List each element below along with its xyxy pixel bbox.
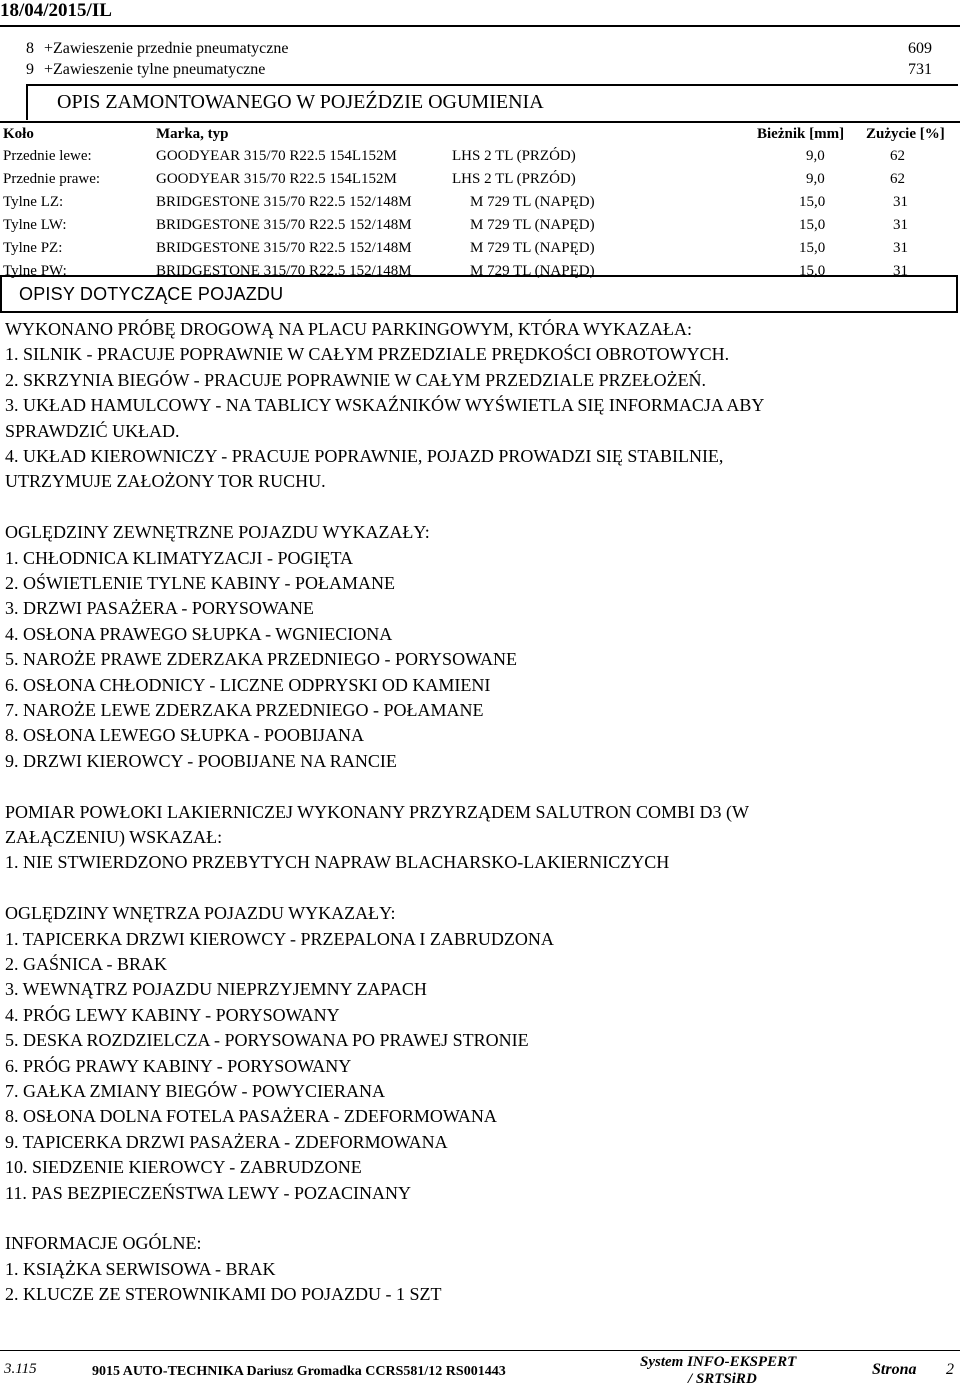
tire-tread: 15,0 <box>799 217 826 233</box>
tire-tread: 9,0 <box>806 148 825 164</box>
description-line: 1. NIE STWIERDZONO PRZEBYTYCH NAPRAW BLACHARSKO-LAKIERNICZYCH <box>5 852 670 873</box>
tire-wear: 62 <box>890 171 905 187</box>
description-line: OGLĘDZINY WNĘTRZA POJAZDU WYKAZAŁY: <box>5 903 396 924</box>
description-line: 10. SIEDZENIE KIEROWCY - ZABRUDZONE <box>5 1157 362 1178</box>
tire-row <box>0 171 960 194</box>
tire-wear: 31 <box>893 263 908 279</box>
tire-model: M 729 TL (NAPĘD) <box>470 263 595 279</box>
description-line: 5. DESKA ROZDZIELCZA - PORYSOWANA PO PRAWEJ STRONIE <box>5 1030 529 1051</box>
tire-model: M 729 TL (NAPĘD) <box>470 194 595 210</box>
vehicle-description-box <box>0 275 958 313</box>
tire-tread: 15,0 <box>799 194 826 210</box>
vehicle-description-title: OPISY DOTYCZĄCE POJAZDU <box>19 284 284 304</box>
description-line: 4. PRÓG LEWY KABINY - PORYSOWANY <box>5 1004 340 1025</box>
description-line: 1. CHŁODNICA KLIMATYZACJI - POGIĘTA <box>5 547 354 568</box>
description-line: OGLĘDZINY ZEWNĘTRZNE POJAZDU WYKAZAŁY: <box>5 522 430 543</box>
tire-brand: GOODYEAR 315/70 R22.5 154L152M <box>156 171 397 187</box>
equipment-row <box>26 40 932 62</box>
description-line: 2. KLUCZE ZE STEROWNIKAMI DO POJAZDU - 1 SZT <box>5 1284 442 1305</box>
tire-brand: BRIDGESTONE 315/70 R22.5 152/148M <box>156 240 412 256</box>
footer-system-name: System INFO-EKSPERT <box>640 1354 797 1370</box>
column-wheel: Koło <box>3 126 34 142</box>
tire-wear: 31 <box>893 240 908 256</box>
description-line: 3. WEWNĄTRZ POJAZDU NIEPRZYJEMNY ZAPACH <box>5 979 427 1000</box>
description-line: 2. SKRZYNIA BIEGÓW - PRACUJE POPRAWNIE W CAŁYM PRZEDZIALE PRZEŁOŻEŃ. <box>5 369 707 390</box>
description-line: 1. TAPICERKA DRZWI KIEROWCY - PRZEPALONA I ZABRUDZONA <box>5 928 554 949</box>
description-line: 4. OSŁONA PRAWEGO SŁUPKA - WGNIECIONA <box>5 623 393 644</box>
tire-row <box>0 240 960 263</box>
tire-wheel: Tylne LZ: <box>3 194 64 210</box>
description-line: WYKONANO PRÓBĘ DROGOWĄ NA PLACU PARKINGOWYM, KTÓRA WYKAZAŁA: <box>5 319 693 339</box>
tire-wear: 31 <box>893 194 908 210</box>
column-brand: Marka, typ <box>156 126 229 142</box>
description-line: ZAŁĄCZENIU) WSKAZAŁ: <box>5 827 223 847</box>
description-line: 7. NAROŻE LEWE ZDERZAKA PRZEDNIEGO - POŁAMANE <box>5 700 484 720</box>
tire-model: LHS 2 TL (PRZÓD) <box>452 171 576 187</box>
tire-row <box>0 148 960 171</box>
description-line: 8. OSŁONA DOLNA FOTELA PASAŻERA - ZDEFORMOWANA <box>5 1106 497 1127</box>
equipment-name: +Zawieszenie tylne pneumatyczne <box>44 61 266 78</box>
tire-brand: BRIDGESTONE 315/70 R22.5 152/148M <box>156 194 412 210</box>
description-line: 3. UKŁAD HAMULCOWY - NA TABLICY WSKAŹNIKÓW WYŚWIETLA SIĘ INFORMACJA ABY <box>5 395 765 416</box>
description-line: 1. SILNIK - PRACUJE POPRAWNIE W CAŁYM PRZEDZIALE PRĘDKOŚCI OBROTOWYCH. <box>5 344 730 365</box>
tire-brand: GOODYEAR 315/70 R22.5 154L152M <box>156 148 397 164</box>
tire-tread: 15,0 <box>799 263 826 279</box>
tire-model: LHS 2 TL (PRZÓD) <box>452 148 576 164</box>
column-tread: Bieżnik [mm] <box>757 126 845 142</box>
column-wear: Zużycie [%] <box>866 126 945 142</box>
tire-section-title: OPIS ZAMONTOWANEGO W POJEŹDZIE OGUMIENIA <box>57 91 544 113</box>
description-line: POMIAR POWŁOKI LAKIERNICZEJ WYKONANY PRZYRZĄDEM SALUTRON COMBI D3 (W <box>5 801 749 822</box>
description-line: 4. UKŁAD KIEROWNICZY - PRACUJE POPRAWNIE, POJAZD PROWADZI SIĘ STABILNIE, <box>5 446 724 466</box>
document-reference: 18/04/2015/IL <box>0 0 112 21</box>
footer-page-number: 2 <box>946 1361 954 1378</box>
equipment-value: 609 <box>908 40 932 57</box>
tire-wheel: Tylne LW: <box>3 217 67 233</box>
tire-row <box>0 217 960 240</box>
equipment-number: 9 <box>26 61 34 78</box>
tire-model: M 729 TL (NAPĘD) <box>470 217 595 233</box>
description-line: 2. GAŚNICA - BRAK <box>5 954 168 974</box>
description-line: 6. OSŁONA CHŁODNICY - LICZNE ODPRYSKI OD KAMIENI <box>5 674 491 695</box>
equipment-value: 731 <box>908 61 932 78</box>
footer-page-label: Strona <box>872 1361 917 1378</box>
tire-tread: 15,0 <box>799 240 826 256</box>
description-line: 11. PAS BEZPIECZEŃSTWA LEWY - POZACINANY <box>5 1182 412 1203</box>
header-rule <box>0 25 960 27</box>
tire-model: M 729 TL (NAPĘD) <box>470 240 595 256</box>
tire-table-header <box>0 121 960 147</box>
description-line: INFORMACJE OGÓLNE: <box>5 1233 202 1254</box>
description-line: 9. DRZWI KIEROWCY - POOBIJANE NA RANCIE <box>5 750 397 771</box>
footer-company: 9015 AUTO-TECHNIKA Dariusz Gromadka CCRS581/12 RS001443 <box>92 1364 506 1379</box>
tire-brand: BRIDGESTONE 315/70 R22.5 152/148M <box>156 263 412 279</box>
description-line: 6. PRÓG PRAWY KABINY - PORYSOWANY <box>5 1055 352 1076</box>
tire-wheel: Przednie prawe: <box>3 171 101 187</box>
description-line: 1. KSIĄŻKA SERWISOWA - BRAK <box>5 1258 276 1279</box>
footer-system-suffix: / SRTSiRD <box>688 1371 757 1387</box>
equipment-number: 8 <box>26 40 34 57</box>
equipment-name: +Zawieszenie przednie pneumatyczne <box>44 40 289 57</box>
description-line: 5. NAROŻE PRAWE ZDERZAKA PRZEDNIEGO - PORYSOWANE <box>5 649 518 670</box>
description-line: SPRAWDZIĆ UKŁAD. <box>5 420 180 441</box>
tire-wheel: Tylne PW: <box>3 263 67 279</box>
tire-row <box>0 194 960 217</box>
tire-wheel: Tylne PZ: <box>3 240 63 256</box>
description-line: 9. TAPICERKA DRZWI PASAŻERA - ZDEFORMOWANA <box>5 1131 448 1152</box>
tire-wear: 31 <box>893 217 908 233</box>
page-footer <box>0 1350 960 1387</box>
tire-wheel: Przednie lewe: <box>3 148 92 164</box>
equipment-row <box>26 61 932 83</box>
tire-wear: 62 <box>890 148 905 164</box>
description-line: UTRZYMUJE ZAŁOŻONY TOR RUCHU. <box>5 471 326 492</box>
description-line: 8. OSŁONA LEWEGO SŁUPKA - POOBIJANA <box>5 725 365 746</box>
description-line: 3. DRZWI PASAŻERA - PORYSOWANE <box>5 598 314 619</box>
tire-brand: BRIDGESTONE 315/70 R22.5 152/148M <box>156 217 412 233</box>
description-line: 7. GAŁKA ZMIANY BIEGÓW - POWYCIERANA <box>5 1081 385 1101</box>
tire-tread: 9,0 <box>806 171 825 187</box>
footer-version: 3.115 <box>4 1361 37 1377</box>
description-line: 2. OŚWIETLENIE TYLNE KABINY - POŁAMANE <box>5 573 395 593</box>
